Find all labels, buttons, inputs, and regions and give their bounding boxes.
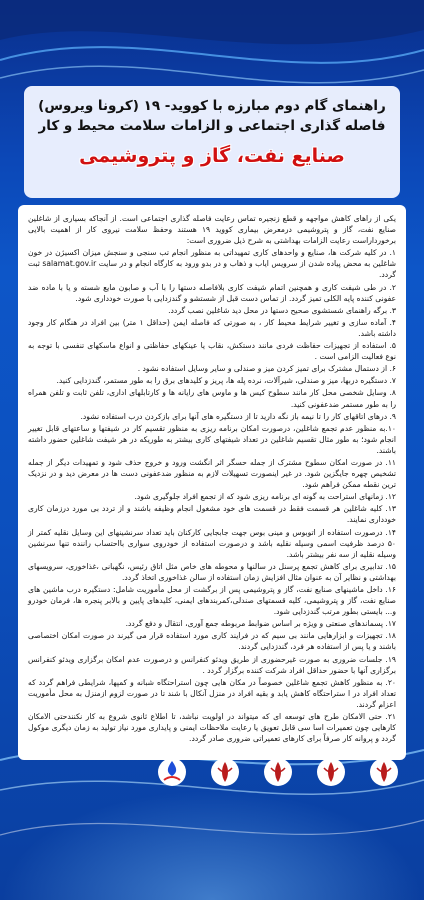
emblem-logo-icon <box>262 756 294 788</box>
list-item: ۷. دستگیره دربها، میز و صندلی، شیرآلات، نرده پله ها، پریز و کلیدهای برق را به طور مستمر، گندزدایی کنید. <box>56 376 396 386</box>
list-item: ۶. از دستمال مشترک برای تمیز کردن میز و صندلی و سایر وسایل استفاده نشود . <box>137 364 396 374</box>
logo-strip <box>150 740 406 788</box>
list-item: ۱۰.به منظور عدم تجمع شاغلین، درصورت امکان برنامه ریزی به منظور تقسیم کار در شیفتها و ساعتهای قابل تغییر انجام شود؛ به طور مثال تقسیم شاغلین در تعداد شیفتهای کاری بیشتر به طوریکه در هر شیفت شاغلین حضور داشته باشند. <box>28 423 396 455</box>
title-line-2: فاصله گذاری اجتماعی و الزامات سلامت محیط و کار <box>38 118 386 134</box>
title-line-1: راهنمای گام دوم مبارزه با کووید- ۱۹ (کرونا ویروس) <box>38 98 386 114</box>
logo-emblem-3 <box>256 756 300 788</box>
list-item: ۱۴. درصورت استفاده از اتوبوس و مینی بوس جهت جابجایی کارکنان باید تعداد سرنشینهای این وسایل نقلیه کمتر از ۵۰ درصد ظرفیت اسمی وسیله نقلیه باشد و درصورت استفاده از خودروی سواری بااحتساب راننده تنها سرنشین وسیله نقلیه از سه نفر بیشتر باشد. <box>28 527 396 559</box>
list-item: ۱۲. زمانهای استراحت به گونه ای برنامه ریزی شود که از تجمع افراد جلوگیری شود. <box>134 492 396 502</box>
list-item: ۱۵. تدابیری برای کاهش تجمع پرسنل در سالنها و محوطه های خاص مثل اتاق رئیس، نگهبانی ،غذاخوری، سرویسهای بهداشتی و نظایر آن به عنوان مثال افزایش زمان استفاده از سالن غذاخوری اتخاذ گردد. <box>28 561 396 582</box>
list-item: ۱۸. تجهیزات و ابزارهایی مانند بی سیم که در فرایند کاری مورد استفاده قرار می گیرند در صورت امکان اختصاصی باشند و یا پس از استفاده هر فرد، گندزدایی گردند. <box>28 631 396 652</box>
list-item: ۵. استفاده از تجهیزات حفاظت فردی مانند دستکش، نقاب یا عینکهای حفاظتی و انواع ماسکهای تنفسی با توجه به نوع فعالیت الزامی است . <box>28 341 396 362</box>
logo-emblem-4 <box>309 756 353 788</box>
list-item: ۲۱. حتی الامکان طرح های توسعه ای که میتواند در اولویت نباشد، تا اطلاع ثانوی شروع به کار نکنندحتی الامکان کارهایی چون تعمیرات اسا سی قابل تعویق یا رعایت ملاحظات ایمنی و پایداری مورد نیاز تولید به زمان دیگری موکول گردد و پروانه کار صرفاً برای کارهای تعمیراتی ضروری صادر گردد. <box>28 712 396 744</box>
list-item: ۱۹. جلسات ضروری به صورت غیرحضوری از طریق ویدئو کنفرانس و درصورت عدم امکان برگزاری ویدئو کنفرانس برگزاری آنها با حضور حداقل افراد شرکت کننده برگزار گردد . <box>28 654 396 675</box>
list-item: ۸. وسایل شخصی محل کار مانند سطوح کیس ها و ماوس های رایانه ها و کارتابلهای اداری، تلفن ثابت و تلفن همراه را به طور مستمر ضدعفونی کنید. <box>28 388 396 409</box>
list-item: ۱۳. کلیه شاغلین هر قسمت فقط در قسمت های خود مشغول انجام وظیفه باشند و از تردد بی مورد درزمان کاری خودداری نمایند. <box>28 504 396 525</box>
list-item: ۹. درهای اتاقهای کار را تا نیمه باز نگه دارید تا از دستگیره های آنها برای بازکردن درب استفاده نشود. <box>80 411 396 421</box>
list-item: ۴. آماده سازی و تغییر شرایط محیط کار ، به صورتی که فاصله ایمن (حداقل ۱ متر) بین افراد در هنگام کار وجود داشته باشد. <box>28 317 396 338</box>
header <box>18 96 406 168</box>
emblem-logo-icon <box>368 756 400 788</box>
logo-emblem-5 <box>362 756 406 788</box>
intro-paragraph: یکی از راهای کاهش مواجهه و قطع زنجیره تماس رعایت فاصله گذاری اجتماعی است. از آنجاکه بسیاری از شاغلین صنایع نفت، گاز و پتروشیمی درمعرض بیماری کووید ۱۹ هستند وحفظ سلامت نیروی کار از اهمیت بالایی برخورداراست رعایت الزامات بهداشتی به شرح ذیل ضروری است: <box>28 214 396 246</box>
guidelines-content <box>18 205 406 760</box>
petro-logo-icon <box>156 756 188 788</box>
list-item: ۱۱. در صورت امکان سطوح مشترک از جمله حسگر اثر انگشت ورود و خروج حذف شود و تمهیدات دیگر از جمله تشخیص چهره جایگزین شود. در غیر اینصورت تسهیلات لازم به منظور ضدعفونی دست ها در معرض دید و در نزدیک ترین نقطه ممکن فراهم شود. <box>28 457 396 490</box>
list-item: ۱۶. داخل ماشینهای صنایع نفت، گاز و پتروشیمی پس از برگشت از محل مأموریت شامل: دستگیره درب ماشین های صنایع نفت، گاز و پتروشیمی، کلیه قسمتهای صندلی،کمربندهای ایمنی، کلیدهای پایین و بالابر پنجره ها، فرمان خودرو و... بایستی بطور مرتب گندزدایی شود. <box>28 585 396 617</box>
logo-emblem-2 <box>203 756 247 788</box>
list-item: ۱۷. پسماندهای صنعتی و ویژه بر اساس ضوابط مربوطه جمع آوری، انتقال و دفع گردد. <box>125 619 396 629</box>
list-item: ۲۰. به منظور کاهش تجمع شاغلین خصوصاً در مکان هایی چون استراحتگاه شبانه و کمپها، شرایطی فراهم گردد که تعداد افراد در ا ستراحتگاه کاهش یابد و بقیه افراد در منزل آنکال با شند تا در صورت لزوم ازمنزل به محل مأموریت اعزام گردند. <box>28 677 396 709</box>
headline: صنایع نفت، گاز و پتروشیمی <box>79 145 345 167</box>
list-item: ۳. برگه راهنمای شستشوی صحیح دستها در محل دید شاغلین نصب گردد. <box>168 305 396 315</box>
list-item: ۱. در کلیه شرکت ها، صنایع و واحدهای کاری تمهیداتی به منظور انجام تب سنجی و سنجش میزان اکسیژن در خون شاغلین به محض پیاده شدن از سرویس ایاب و ذهاب و در بدو ورود به کارگاه انجام و در سایت salamat.gov.ir ثبت گردد. <box>28 248 396 280</box>
footer-glow <box>0 790 424 900</box>
emblem-logo-icon <box>315 756 347 788</box>
list-item: ۲. در طی شیفت کاری و همچنین اتمام شیفت کاری بلافاصله دستها را با آب و صابون مایع شسته و یا با ماده ضد عفونی کننده پایه الکلی تمیز گردد. از تماس دست قبل از شستشو و گندزدایی با صورت خودداری شود. <box>28 282 396 303</box>
emblem-logo-icon <box>209 756 241 788</box>
logo-petro <box>150 756 194 788</box>
